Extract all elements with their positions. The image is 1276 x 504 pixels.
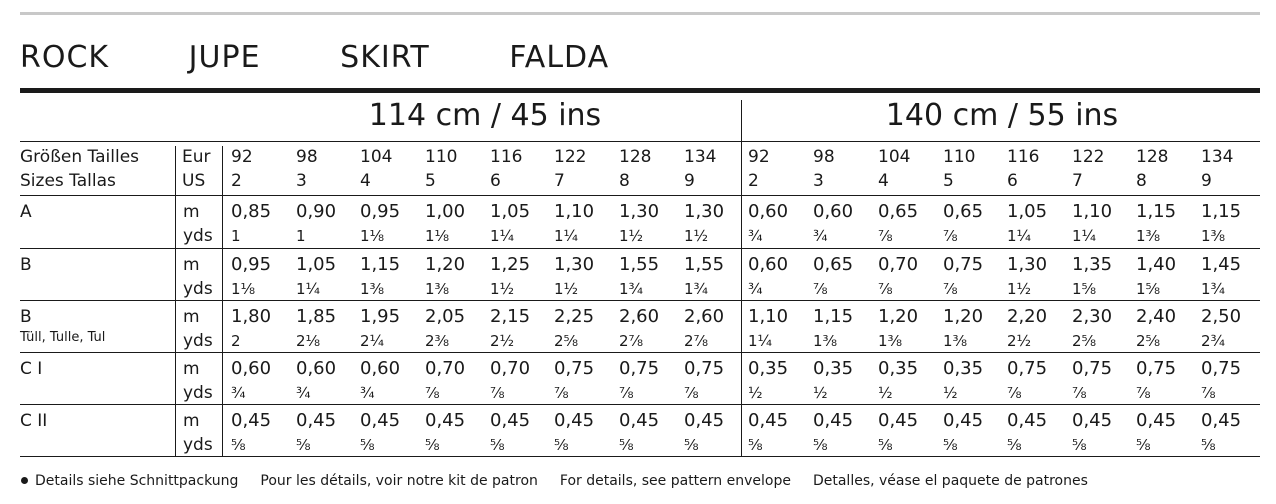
yard-value: 1½	[490, 280, 515, 298]
meter-value: 0,45	[878, 410, 919, 431]
yard-value: ⅝	[490, 436, 505, 454]
yard-value: ⅝	[878, 436, 893, 454]
yard-value: 1	[296, 227, 306, 245]
unit-yds: yds	[183, 331, 213, 351]
meter-value: 0,65	[878, 201, 919, 222]
header-us-size: 5	[943, 171, 954, 191]
meter-value: 1,00	[425, 201, 466, 222]
page-title: ROCK JUPE SKIRT FALDA	[20, 40, 610, 75]
yard-value: 2⅞	[684, 332, 709, 350]
meter-value: 0,70	[490, 358, 531, 379]
yard-value: 1⅜	[943, 332, 968, 350]
yard-value: 1⅜	[1136, 227, 1161, 245]
header-us: US	[182, 171, 206, 191]
header-us-size: 3	[296, 171, 307, 191]
meter-value: 1,15	[360, 254, 401, 275]
meter-value: 0,95	[360, 201, 401, 222]
yard-value: 2⅛	[296, 332, 321, 350]
meter-value: 1,15	[1201, 201, 1242, 222]
yard-value: ⅞	[490, 384, 505, 402]
yard-value: 1	[231, 227, 241, 245]
meter-value: 1,55	[619, 254, 660, 275]
meter-value: 0,45	[296, 410, 337, 431]
header-sizes-label-2: Sizes Tallas	[20, 171, 116, 191]
yard-value: 1⅜	[425, 280, 450, 298]
meter-value: 2,50	[1201, 306, 1242, 327]
meter-value: 1,10	[554, 201, 595, 222]
unit-yds: yds	[183, 279, 213, 299]
meter-value: 0,45	[490, 410, 531, 431]
yard-value: 2¼	[360, 332, 385, 350]
yard-value: ⅝	[231, 436, 246, 454]
yard-value: 1¼	[296, 280, 321, 298]
header-us-size: 2	[748, 171, 759, 191]
meter-value: 2,15	[490, 306, 531, 327]
yard-value: ¾	[296, 384, 311, 402]
meter-value: 0,95	[231, 254, 272, 275]
yard-value: ⅝	[1007, 436, 1022, 454]
meter-value: 1,10	[748, 306, 789, 327]
row-sublabel: Tüll, Tulle, Tul	[20, 330, 106, 345]
meter-value: 0,45	[554, 410, 595, 431]
yard-value: ⅞	[1136, 384, 1151, 402]
header-eur-size: 98	[296, 147, 318, 167]
header-eur-size: 134	[684, 147, 717, 167]
yard-value: ⅝	[425, 436, 440, 454]
meter-value: 0,75	[1201, 358, 1242, 379]
yard-value: ⅝	[554, 436, 569, 454]
yard-value: ⅞	[619, 384, 634, 402]
top-rule	[20, 12, 1260, 15]
yard-value: 1½	[619, 227, 644, 245]
meter-value: 0,45	[231, 410, 272, 431]
fabric-width-114: 114 cm / 45 ins	[368, 98, 602, 133]
yard-value: ⅞	[425, 384, 440, 402]
yard-value: ⅝	[296, 436, 311, 454]
meter-value: 1,30	[619, 201, 660, 222]
meter-value: 1,20	[878, 306, 919, 327]
header-us-size: 6	[1007, 171, 1018, 191]
row-label: C II	[20, 411, 48, 431]
header-us-size: 5	[425, 171, 436, 191]
meter-value: 0,35	[813, 358, 854, 379]
header-us-size: 7	[1072, 171, 1083, 191]
yard-value: ⅞	[878, 280, 893, 298]
yard-value: 1⅜	[360, 280, 385, 298]
yard-value: ¾	[360, 384, 375, 402]
meter-value: 1,35	[1072, 254, 1113, 275]
meter-value: 0,60	[360, 358, 401, 379]
header-eur-size: 116	[1007, 147, 1040, 167]
meter-value: 0,45	[1007, 410, 1048, 431]
unit-m: m	[183, 202, 200, 222]
yard-value: 1½	[1007, 280, 1032, 298]
meter-value: 0,65	[813, 254, 854, 275]
meter-value: 2,60	[619, 306, 660, 327]
yard-value: 1¾	[1201, 280, 1226, 298]
meter-value: 0,65	[943, 201, 984, 222]
yard-value: ⅝	[619, 436, 634, 454]
yard-value: 1⅜	[878, 332, 903, 350]
row-divider	[20, 456, 1260, 457]
row-divider	[20, 352, 1260, 353]
yard-value: ⅝	[813, 436, 828, 454]
meter-value: 1,30	[1007, 254, 1048, 275]
meter-value: 0,60	[813, 201, 854, 222]
yard-value: 2⅝	[1072, 332, 1097, 350]
header-eur-size: 122	[554, 147, 587, 167]
yard-value: 1⅛	[231, 280, 256, 298]
meter-value: 1,05	[296, 254, 337, 275]
header-eur-size: 98	[813, 147, 835, 167]
meter-value: 1,20	[943, 306, 984, 327]
yard-value: 1⅜	[1201, 227, 1226, 245]
yard-value: ⅞	[878, 227, 893, 245]
meter-value: 1,30	[554, 254, 595, 275]
yard-value: ⅝	[1072, 436, 1087, 454]
meter-value: 0,45	[748, 410, 789, 431]
fabric-width-140: 140 cm / 55 ins	[885, 98, 1119, 133]
yard-value: 1⅝	[1136, 280, 1161, 298]
meter-value: 1,05	[490, 201, 531, 222]
yard-value: ⅝	[1201, 436, 1216, 454]
row-divider	[20, 300, 1260, 301]
yard-value: 1⅛	[360, 227, 385, 245]
yard-value: ⅞	[1201, 384, 1216, 402]
meter-value: 0,45	[1201, 410, 1242, 431]
meter-value: 1,95	[360, 306, 401, 327]
meter-value: 0,45	[619, 410, 660, 431]
row-label: C I	[20, 359, 43, 379]
yard-value: ⅞	[943, 280, 958, 298]
yard-value: ⅞	[1072, 384, 1087, 402]
header-eur-size: 128	[1136, 147, 1169, 167]
meter-value: 0,45	[1072, 410, 1113, 431]
meter-value: 1,25	[490, 254, 531, 275]
meter-value: 2,25	[554, 306, 595, 327]
meter-value: 0,45	[360, 410, 401, 431]
yard-value: ¾	[748, 227, 763, 245]
header-eur-size: 122	[1072, 147, 1105, 167]
header-eur-size: 104	[878, 147, 911, 167]
header-us-size: 6	[490, 171, 501, 191]
title-rule	[20, 88, 1260, 93]
header-eur: Eur	[182, 147, 211, 167]
row-label: A	[20, 202, 32, 222]
yard-value: ½	[748, 384, 763, 402]
meter-value: 2,30	[1072, 306, 1113, 327]
meter-value: 1,45	[1201, 254, 1242, 275]
yard-value: 1¾	[619, 280, 644, 298]
meter-value: 0,45	[684, 410, 725, 431]
meter-value: 0,75	[554, 358, 595, 379]
unit-yds: yds	[183, 383, 213, 403]
meter-value: 0,75	[943, 254, 984, 275]
meter-value: 1,55	[684, 254, 725, 275]
unit-m: m	[183, 307, 200, 327]
header-us-size: 8	[619, 171, 630, 191]
yard-value: ⅝	[684, 436, 699, 454]
meter-value: 0,70	[425, 358, 466, 379]
header-us-size: 4	[878, 171, 889, 191]
row-divider	[20, 248, 1260, 249]
meter-value: 0,45	[943, 410, 984, 431]
footer-note-en: For details, see pattern envelope	[559, 473, 791, 489]
meter-value: 0,75	[684, 358, 725, 379]
yard-value: 2⅞	[619, 332, 644, 350]
header-sizes-label-1: Größen Tailles	[20, 147, 140, 167]
yard-value: 2¾	[1201, 332, 1226, 350]
footer-notes	[20, 473, 1088, 489]
meter-value: 0,35	[943, 358, 984, 379]
meter-value: 0,35	[878, 358, 919, 379]
meter-value: 0,75	[1007, 358, 1048, 379]
unit-m: m	[183, 411, 200, 431]
bullet-icon	[21, 477, 28, 484]
yard-value: ⅞	[554, 384, 569, 402]
meter-value: 1,80	[231, 306, 272, 327]
header-us-size: 7	[554, 171, 565, 191]
meter-value: 2,20	[1007, 306, 1048, 327]
meter-value: 0,90	[296, 201, 337, 222]
header-eur-size: 92	[231, 147, 253, 167]
row-divider	[20, 195, 1260, 196]
yard-value: 1½	[684, 227, 709, 245]
yard-value: 1⅜	[813, 332, 838, 350]
header-eur-size: 92	[748, 147, 770, 167]
yard-value: ½	[943, 384, 958, 402]
meter-value: 0,75	[1136, 358, 1177, 379]
yard-value: 2⅝	[554, 332, 579, 350]
yard-value: ⅝	[748, 436, 763, 454]
header-us-size: 2	[231, 171, 242, 191]
footer-note-es: Detalles, véase el paquete de patrones	[812, 473, 1088, 489]
column-divider-unit	[222, 146, 223, 457]
meter-value: 0,45	[1136, 410, 1177, 431]
yard-value: ½	[813, 384, 828, 402]
meter-value: 0,45	[813, 410, 854, 431]
meter-value: 2,40	[1136, 306, 1177, 327]
header-us-size: 8	[1136, 171, 1147, 191]
meter-value: 1,30	[684, 201, 725, 222]
row-divider	[20, 404, 1260, 405]
row-divider	[20, 141, 1260, 142]
yard-value: ¾	[813, 227, 828, 245]
column-divider-label	[175, 146, 176, 457]
header-eur-size: 128	[619, 147, 652, 167]
meter-value: 0,35	[748, 358, 789, 379]
yard-value: 1¼	[490, 227, 515, 245]
yard-value: 2½	[490, 332, 515, 350]
meter-value: 1,20	[425, 254, 466, 275]
header-us-size: 3	[813, 171, 824, 191]
yard-value: ¾	[748, 280, 763, 298]
meter-value: 2,05	[425, 306, 466, 327]
yard-value: ½	[878, 384, 893, 402]
meter-value: 0,60	[296, 358, 337, 379]
yard-value: ⅞	[1007, 384, 1022, 402]
yard-value: 1½	[554, 280, 579, 298]
header-eur-size: 110	[425, 147, 458, 167]
yard-value: 1¼	[1072, 227, 1097, 245]
meter-value: 0,60	[748, 254, 789, 275]
header-us-size: 4	[360, 171, 371, 191]
yard-value: ⅞	[684, 384, 699, 402]
header-eur-size: 104	[360, 147, 393, 167]
yard-value: 1⅛	[425, 227, 450, 245]
yard-value: ⅝	[1136, 436, 1151, 454]
yard-value: 1¼	[748, 332, 773, 350]
meter-value: 0,75	[1072, 358, 1113, 379]
header-us-size: 9	[1201, 171, 1212, 191]
meter-value: 1,15	[813, 306, 854, 327]
yard-value: ⅝	[360, 436, 375, 454]
yard-value: 1¼	[554, 227, 579, 245]
meter-value: 1,85	[296, 306, 337, 327]
footer-note-de: Details siehe Schnittpackung	[20, 473, 238, 489]
meter-value: 0,75	[619, 358, 660, 379]
yard-value: ⅞	[813, 280, 828, 298]
meter-value: 0,45	[425, 410, 466, 431]
yard-value: ¾	[231, 384, 246, 402]
footer-note-fr: Pour les détails, voir notre kit de patron	[260, 473, 538, 489]
meter-value: 0,60	[748, 201, 789, 222]
yard-value: 2	[231, 332, 241, 350]
yard-value: ⅞	[943, 227, 958, 245]
unit-m: m	[183, 359, 200, 379]
yard-value: 1⅝	[1072, 280, 1097, 298]
yard-value: 1¾	[684, 280, 709, 298]
unit-yds: yds	[183, 435, 213, 455]
header-us-size: 9	[684, 171, 695, 191]
meter-value: 1,15	[1136, 201, 1177, 222]
unit-m: m	[183, 255, 200, 275]
header-eur-size: 134	[1201, 147, 1234, 167]
meter-value: 2,60	[684, 306, 725, 327]
yard-value: 2⅜	[425, 332, 450, 350]
row-label: B	[20, 307, 32, 327]
yard-value: 2½	[1007, 332, 1032, 350]
meter-value: 1,40	[1136, 254, 1177, 275]
yard-value: 2⅝	[1136, 332, 1161, 350]
meter-value: 0,70	[878, 254, 919, 275]
meter-value: 0,60	[231, 358, 272, 379]
yard-value: ⅝	[943, 436, 958, 454]
meter-value: 0,85	[231, 201, 272, 222]
yard-value: 1¼	[1007, 227, 1032, 245]
unit-yds: yds	[183, 226, 213, 246]
meter-value: 1,10	[1072, 201, 1113, 222]
header-eur-size: 116	[490, 147, 523, 167]
meter-value: 1,05	[1007, 201, 1048, 222]
row-label: B	[20, 255, 32, 275]
header-eur-size: 110	[943, 147, 976, 167]
